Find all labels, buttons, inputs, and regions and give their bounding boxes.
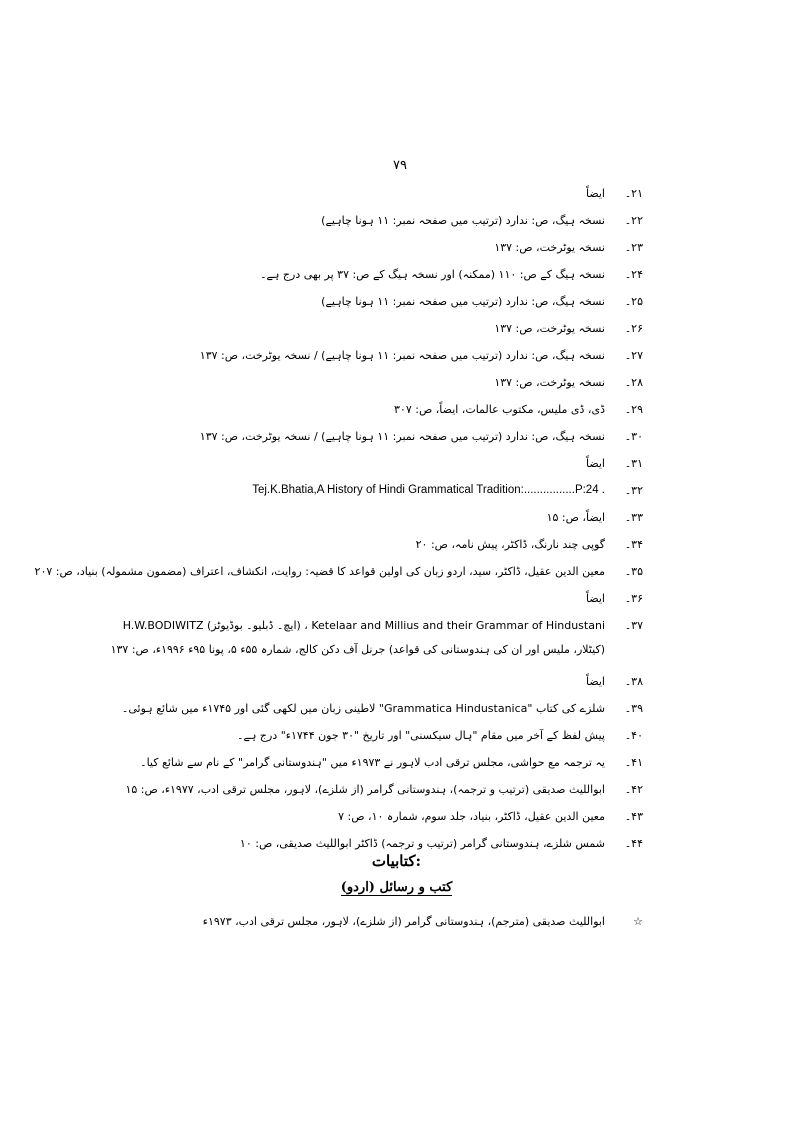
endnote-text: شمس شلزے، ہندوستانی گرامر (ترتیب و ترجمہ) ڈاکٹر ابواللیث صدیقی، ص: ۱۰ xyxy=(239,837,605,850)
endnote xyxy=(123,342,643,369)
endnote xyxy=(123,450,643,477)
endnote-number: ۳۶۔ xyxy=(624,592,643,605)
endnote-text: ایضاً xyxy=(585,187,605,200)
endnote-text: پیش لفظ کے آخر میں مقام "ہال سیکسنی" اور تاریخ "۳۰ جون ۱۷۴۴ء" درج ہے۔ xyxy=(237,729,605,742)
endnote-text: نسخہ ہیگ، ص: ندارد (ترتیب میں صفحہ نمبر: ۱۱ ہونا چاہیے) xyxy=(321,295,605,308)
endnote-number: ۳۴۔ xyxy=(624,538,643,551)
endnote-text: Tej.K.Bhatia,A History of Hindi Grammatical Tradition:................P:24 . xyxy=(252,484,605,496)
endnote-number: ۴۱۔ xyxy=(624,756,643,769)
endnote xyxy=(123,695,643,722)
endnote-text: نسخہ ہیگ، ص: ندارد (ترتیب میں صفحہ نمبر: ۱۱ ہونا چاہیے) / نسخہ یوٹرخت، ص: ۱۳۷ xyxy=(199,349,605,362)
endnote xyxy=(123,207,643,234)
endnote xyxy=(110,612,643,668)
endnote-number: ۴۴۔ xyxy=(624,837,643,850)
endnote-number: ۲۸۔ xyxy=(624,376,643,389)
endnote-number: ۳۱۔ xyxy=(624,457,643,470)
page-number: ۷۹ xyxy=(393,158,407,173)
endnote xyxy=(123,261,643,288)
endnote-text: نسخہ یوٹرخت، ص: ۱۳۷ xyxy=(494,322,605,335)
endnote xyxy=(123,585,643,612)
endnote xyxy=(123,776,643,803)
endnote-number: ۲۶۔ xyxy=(624,322,643,335)
endnote xyxy=(123,288,643,315)
endnote-number: ۲۷۔ xyxy=(624,349,643,362)
endnote-number: ۳۹۔ xyxy=(624,702,643,715)
endnotes-list xyxy=(34,180,643,857)
endnote-text: نسخہ یوٹرخت، ص: ۱۳۷ xyxy=(494,241,605,254)
endnote-text: نسخہ ہیگ کے ص: ۱۱۰ (ممکنہ) اور نسخہ ہیگ کے ص: ۳۷ پر بھی درج ہے۔ xyxy=(260,268,605,281)
endnote-number: ۳۷۔ xyxy=(624,619,643,632)
endnote-text: نسخہ ہیگ، ص: ندارد (ترتیب میں صفحہ نمبر: ۱۱ ہونا چاہیے) / نسخہ یوٹرخت، ص: ۱۳۷ xyxy=(199,430,605,443)
endnote xyxy=(123,722,643,749)
endnote-number: ۳۳۔ xyxy=(624,511,643,524)
endnote-text: ڈی، ڈی ملیس، مکتوب عالمات، ایضاً، ص: ۳۰۷ xyxy=(394,403,605,416)
endnote-text: معین الدین عقیل، ڈاکٹر، سید، اردو زبان کی اولین قواعد کا قضیہ: روایت، انکشاف، اعتراف (مضمون مشمولہ) بنیاد، ص: ۲۰۷ xyxy=(34,565,605,578)
endnote xyxy=(123,477,643,504)
endnote xyxy=(34,558,643,585)
endnote xyxy=(123,234,643,261)
endnote-text: ابواللیث صدیقی (ترتیب و ترجمہ)، ہندوستانی گرامر (از شلزے)، لاہور، مجلس ترقی ادب، ۱۹۷۷ء، ص: ۱۵ xyxy=(125,783,605,796)
endnote-number: ۴۰۔ xyxy=(624,729,643,742)
endnote-text: ایضاً، ص: ۱۵ xyxy=(546,511,605,524)
star-bullet-icon: ☆ xyxy=(633,915,643,928)
endnote xyxy=(123,180,643,207)
endnote-text: Ketelaar and Millius and their Grammar of Hindustani ، (ایچ۔ ڈبلیو۔ بوڈیوٹز) H.W.BODIWITZ xyxy=(122,619,605,632)
endnote xyxy=(123,803,643,830)
endnote xyxy=(123,396,643,423)
endnote-text: ایضاً xyxy=(585,592,605,605)
endnote-number: ۲۲۔ xyxy=(624,214,643,227)
endnote-number: ۳۰۔ xyxy=(624,430,643,443)
endnote-number: ۴۲۔ xyxy=(624,783,643,796)
endnote xyxy=(123,369,643,396)
endnote-text: نسخہ ہیگ، ص: ندارد (ترتیب میں صفحہ نمبر: ۱۱ ہونا چاہیے) xyxy=(321,214,605,227)
endnote-text: معین الدین عقیل، ڈاکٹر، بنیاد، جلد سوم، شمارہ ۱۰، ص: ۷ xyxy=(338,810,605,823)
endnote xyxy=(123,749,643,776)
endnote-number: ۲۵۔ xyxy=(624,295,643,308)
endnote xyxy=(123,315,643,342)
bibliography-heading: کتابیات: xyxy=(371,852,422,870)
endnote-number: ۲۳۔ xyxy=(624,241,643,254)
endnote xyxy=(123,531,643,558)
bibliography-subheading-text: کتب و رسائل (اردو) xyxy=(340,880,453,895)
endnote xyxy=(123,504,643,531)
bibliography-entry xyxy=(123,908,643,935)
endnote-number: ۳۵۔ xyxy=(624,565,643,578)
endnote-number: ۲۴۔ xyxy=(624,268,643,281)
endnote-number: ۲۹۔ xyxy=(624,403,643,416)
endnote-text: یہ ترجمہ مع حواشی، مجلس ترقی ادب لاہور نے ۱۹۷۳ء میں "ہندوستانی گرامر" کے نام سے شائع کیا۔ xyxy=(140,756,605,769)
endnote xyxy=(123,668,643,695)
endnote-number: ۲۱۔ xyxy=(624,187,643,200)
endnote-text: گوپی چند نارنگ، ڈاکٹر، پیش نامہ، ص: ۲۰ xyxy=(415,538,605,551)
endnote xyxy=(123,423,643,450)
endnote-text: شلزے کی کتاب "Grammatica Hindustanica" لاطینی زبان میں لکھی گئی اور ۱۷۴۵ء میں شائع ہوئی۔ xyxy=(121,702,605,715)
bibliography-entry-text: ابواللیث صدیقی (مترجم)، ہندوستانی گرامر (از شلزے)، لاہور، مجلس ترقی ادب، ۱۹۷۳ء xyxy=(202,915,605,928)
endnote-text-continued: (کیٹلار، ملیس اور ان کی ہندوستانی کی قواعد) جرنل آف دکن کالج، شمارہ ۵۵ء ۵، پونا ۹۵ء ۱۹۹۶ء، ص: ۱۳۷ xyxy=(110,643,605,656)
endnote-text: ایضاً xyxy=(585,675,605,688)
endnote-number: ۳۸۔ xyxy=(624,675,643,688)
endnote-text: نسخہ یوٹرخت، ص: ۱۳۷ xyxy=(494,376,605,389)
endnote-text: ایضاً xyxy=(585,457,605,470)
endnote-number: ۴۳۔ xyxy=(624,810,643,823)
bibliography-subheading xyxy=(0,880,793,895)
endnote-number: ۳۲۔ xyxy=(624,484,643,497)
